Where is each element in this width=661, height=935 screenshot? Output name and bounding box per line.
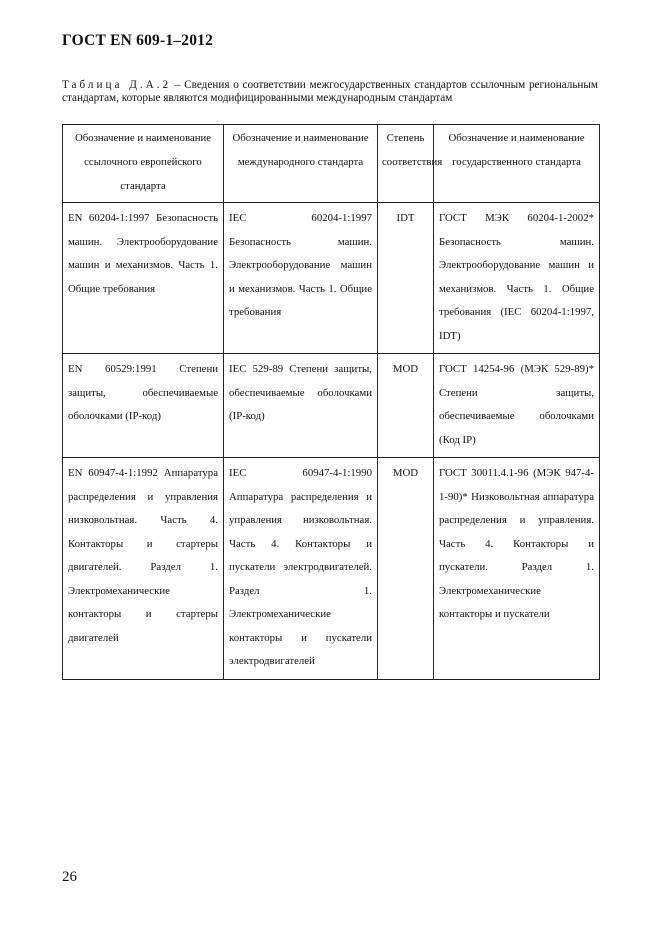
cell-european: EN 60529:1991 Степени защиты, обеспечиваемые оболочками (IP-код) (63, 354, 224, 458)
table-caption-label: Таблица Д.А.2 (62, 79, 172, 91)
table-row (63, 354, 600, 458)
header-degree-of-correspondence: Степень соответствия (378, 125, 434, 203)
cell-international: IEC 60204-1:1997 Безопасность машин. Электрооборудование машин и механизмов. Часть 1. Общие требования (224, 203, 378, 354)
cell-degree: IDT (378, 203, 434, 354)
table-caption (62, 79, 598, 106)
header-international-standard: Обозначение и наименование международного стандарта (224, 125, 378, 203)
header-european-standard: Обозначение и наименование ссылочного европейского стандарта (63, 125, 224, 203)
standards-table (62, 124, 600, 680)
document-header: ГОСТ EN 609-1–2012 (62, 32, 214, 49)
cell-degree: MOD (378, 354, 434, 458)
cell-european: EN 60204-1:1997 Безопасность машин. Электрооборудование машин и механизмов. Часть 1. Общие требования (63, 203, 224, 354)
page-number: 26 (62, 869, 77, 885)
table-header-row (63, 125, 600, 203)
table-caption-text: – Сведения о соответствии межгосударственных стандартов ссылочным региональным стандартам, которые являются модифицированными международным стандартам (62, 79, 599, 105)
cell-national: ГОСТ 14254-96 (МЭК 529-89)* Степени защиты, обеспечиваемые оболочками (Код IP) (434, 354, 600, 458)
cell-european: EN 60947-4-1:1992 Аппаратура распределения и управления низковольтная. Часть 4. Контакторы и стартеры двигателей. Раздел 1. Электромеханические контакторы и стартеры двигателей (63, 458, 224, 680)
cell-degree: MOD (378, 458, 434, 680)
table-row (63, 458, 600, 680)
cell-international: IEC 529-89 Степени защиты, обеспечиваемые оболочками (IP-код) (224, 354, 378, 458)
header-national-standard: Обозначение и наименование государственного стандарта (434, 125, 600, 203)
table-row (63, 203, 600, 354)
cell-international: IEC 60947-4-1:1990 Аппаратура распределения и управления низковольтная. Часть 4. Контакторы и пускатели электродвигателей. Раздел 1. Электромеханические контакторы и пускатели электродвигателей (224, 458, 378, 680)
cell-national: ГОСТ МЭК 60204-1-2002* Безопасность машин. Электрооборудование машин и механизмов. Часть 1. Общие требования (IEC 60204-1:1997, IDT) (434, 203, 600, 354)
cell-national: ГОСТ 30011.4.1-96 (МЭК 947-4-1-90)* Низковольтная аппаратура распределения и управления. Часть 4. Контакторы и пускатели. Раздел 1. Электромеханические контакторы и пускатели (434, 458, 600, 680)
